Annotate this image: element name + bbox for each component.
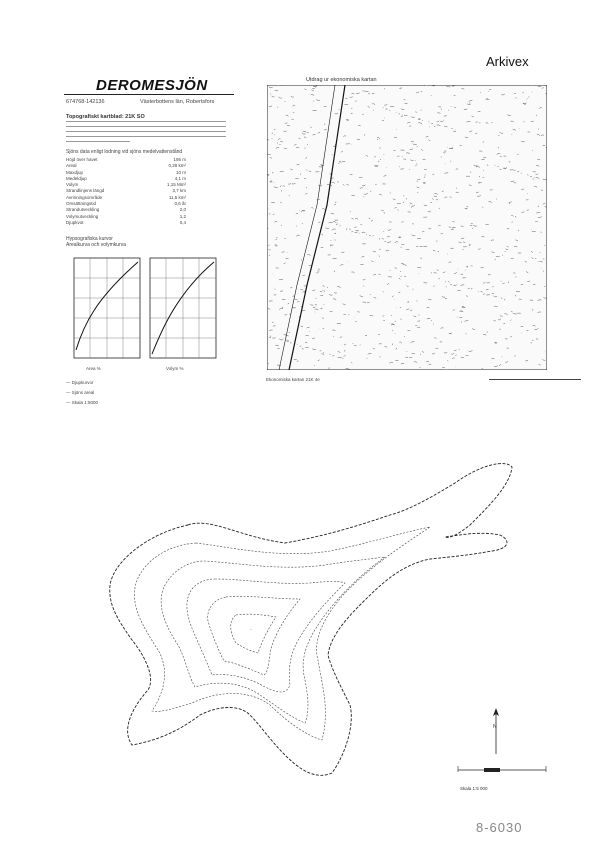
depth-contour-4 xyxy=(161,557,385,723)
stats-label: Strandutveckling xyxy=(66,207,100,213)
stats-label: Volymutveckling xyxy=(66,213,99,219)
stats-table xyxy=(66,157,186,226)
volume-axis-label: Volym % xyxy=(166,366,184,371)
archive-stamp: 8-6030 xyxy=(476,820,523,835)
lake-region: Västerbottens län, Robertsfors xyxy=(140,99,215,105)
lake-title: DEROMESJÖN xyxy=(96,77,208,94)
stats-label: Maxdjup xyxy=(66,169,84,175)
stats-value: 2,0 xyxy=(179,207,186,213)
map-caption: Ekonomiska kartan 21K 4e xyxy=(266,377,320,382)
depth-map xyxy=(100,455,520,785)
graph-title: Hypsografiska kurvor xyxy=(66,236,113,242)
hypsographic-graphs xyxy=(66,254,226,374)
lake-code: 674768-142136 xyxy=(66,99,105,105)
economic-map-excerpt xyxy=(267,85,547,370)
stats-value: 3,7 km xyxy=(172,188,186,194)
north-arrow xyxy=(486,708,506,756)
graph-heading xyxy=(66,236,126,248)
stats-value: 10 m xyxy=(175,169,186,175)
max-depth-marker: · xyxy=(250,627,252,633)
map-label: Utdrag ur ekonomiska kartan xyxy=(306,77,377,83)
stats-row xyxy=(66,220,186,226)
area-axis-label: Area % xyxy=(86,366,101,371)
depth-contour-8 xyxy=(208,596,300,675)
scale-bar xyxy=(454,760,554,796)
lake-shoreline xyxy=(110,464,512,776)
north-label: N xyxy=(493,724,497,730)
archive-label: Arkivex xyxy=(486,54,529,69)
stats-value: 0,6 år xyxy=(174,201,186,207)
depth-contour-10 xyxy=(231,614,276,653)
stats-value: 195 m xyxy=(173,157,186,162)
stats-value: 0,28 km² xyxy=(168,163,186,169)
scale-text: Skala 1:5 000 xyxy=(460,786,488,791)
depth-contour-2 xyxy=(134,527,430,740)
graph-subtitle: Arealkurva och volymkurva xyxy=(66,242,127,248)
stats-heading: Sjöns data enligt lodning vid sjöns medelvattenstånd xyxy=(66,149,183,155)
description-paragraph xyxy=(66,121,226,147)
stats-label: Djupkvot xyxy=(66,219,84,225)
stats-label: Höjd över havet xyxy=(66,157,98,162)
legend-item: — Djupkurvor xyxy=(66,380,94,385)
stats-value: 1,15 Mm³ xyxy=(166,182,186,188)
stats-label: Medeldjup xyxy=(66,175,87,181)
legend xyxy=(66,378,98,408)
title-rule xyxy=(64,94,234,95)
stats-label: Areal xyxy=(66,163,77,169)
stats-value: 0,4 xyxy=(179,219,186,225)
stats-label: Volym xyxy=(66,182,79,188)
stats-label: Avrinningsområde xyxy=(66,194,103,200)
stats-label: Strandlinjens längd xyxy=(66,188,105,194)
legend-item: — Skala 1:5000 xyxy=(66,400,99,405)
map-caption-rule xyxy=(489,379,581,380)
stats-value: 11,5 km² xyxy=(168,194,186,200)
stats-value: 4,1 m xyxy=(174,175,186,181)
volume-graph xyxy=(150,258,216,358)
stats-value: 1,2 xyxy=(179,213,186,219)
legend-item: — Sjöns areal xyxy=(66,390,95,395)
area-graph xyxy=(74,258,140,358)
depth-contour-6 xyxy=(187,579,345,692)
stats-label: Omsättningstid xyxy=(66,201,97,207)
topo-heading: Topografiskt kartblad: 21K SO xyxy=(66,114,145,120)
